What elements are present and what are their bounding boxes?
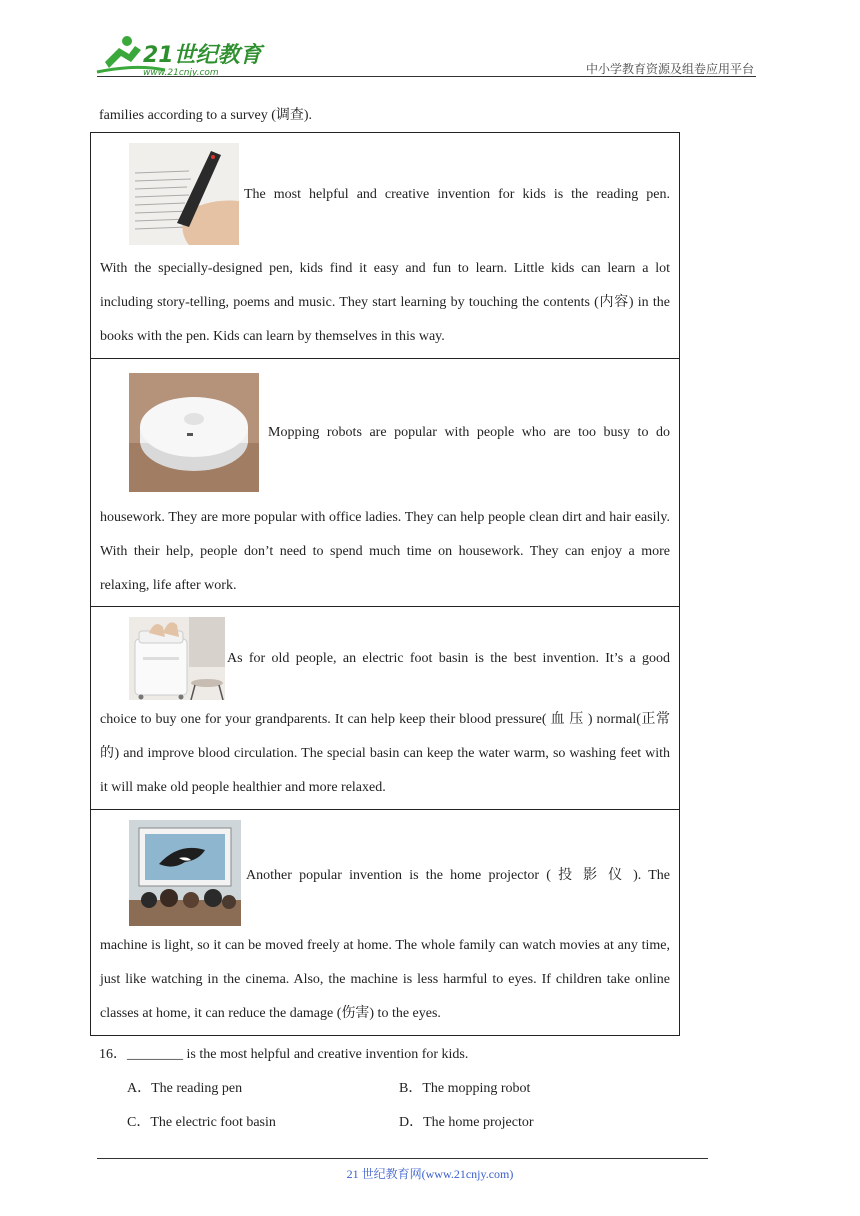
header-divider	[97, 76, 756, 77]
footer-site[interactable]: 21 世纪教育网(www.21cnjy.com)	[346, 1167, 514, 1181]
home-projector-first-line: Another popular invention is the home projector ( 投 影 仪 ). The	[246, 868, 670, 883]
svg-text:www.21cnjy.com: www.21cnjy.com	[143, 68, 219, 78]
invention-cell-foot-basin	[91, 607, 679, 810]
option-c[interactable]: C．The electric foot basin	[127, 1115, 276, 1130]
mopping-robot-image	[129, 373, 259, 492]
reading-pen-first-line: The most helpful and creative invention for kids is the reading pen.	[244, 187, 670, 202]
svg-text:21世纪教育: 21世纪教育	[143, 43, 262, 68]
invention-table	[90, 132, 680, 1036]
footer-divider	[97, 1158, 708, 1159]
invention-cell-home-projector	[91, 810, 679, 1035]
mopping-robot-body: housework. They are more popular with office ladies. They can help people clean dirt and hair easily. With their help, people don’t need to spend much time on housework. They can enjoy a more relaxing, life after work.	[100, 510, 670, 593]
home-projector-image	[129, 820, 241, 926]
foot-basin-first-line: As for old people, an electric foot basin is the best invention. It’s a good	[227, 651, 670, 666]
site-logo	[95, 32, 265, 78]
option-d[interactable]: D．The home projector	[399, 1115, 534, 1130]
invention-cell-reading-pen	[91, 133, 679, 359]
logo-graphic	[95, 32, 265, 78]
option-a[interactable]: A．The reading pen	[127, 1081, 243, 1096]
question-16: 16．________ is the most helpful and creative invention for kids.	[99, 1047, 469, 1062]
reading-pen-body: With the specially-designed pen, kids find it easy and fun to learn. Little kids can learn a lot including story-telling, poems and music. They start learning by touching the contents (内容) in the books with the pen. Kids can learn by themselves in this way.	[100, 261, 670, 344]
platform-name: 中小学教育资源及组卷应用平台	[585, 62, 754, 76]
invention-cell-mopping-robot	[91, 359, 679, 607]
home-projector-body: machine is light, so it can be moved freely at home. The whole family can watch movies at any time, just like watching in the cinema. Also, the machine is less harmful to eyes. If children take online classes at home, it can reduce the damage (伤害) to the eyes.	[100, 938, 670, 1021]
foot-basin-image	[129, 617, 225, 700]
intro-line: families according to a survey (调查).	[99, 108, 313, 123]
option-b[interactable]: B．The mopping robot	[399, 1081, 531, 1096]
mopping-robot-first-line: Mopping robots are popular with people who are too busy to do	[268, 425, 670, 440]
foot-basin-body: choice to buy one for your grandparents. It can help keep their blood pressure( 血 压 ) normal(正常的) and improve blood circulation. The special basin can keep the water warm, so washing feet with it will make old people healthier and more relaxed.	[100, 712, 670, 795]
reading-pen-image	[129, 143, 239, 245]
